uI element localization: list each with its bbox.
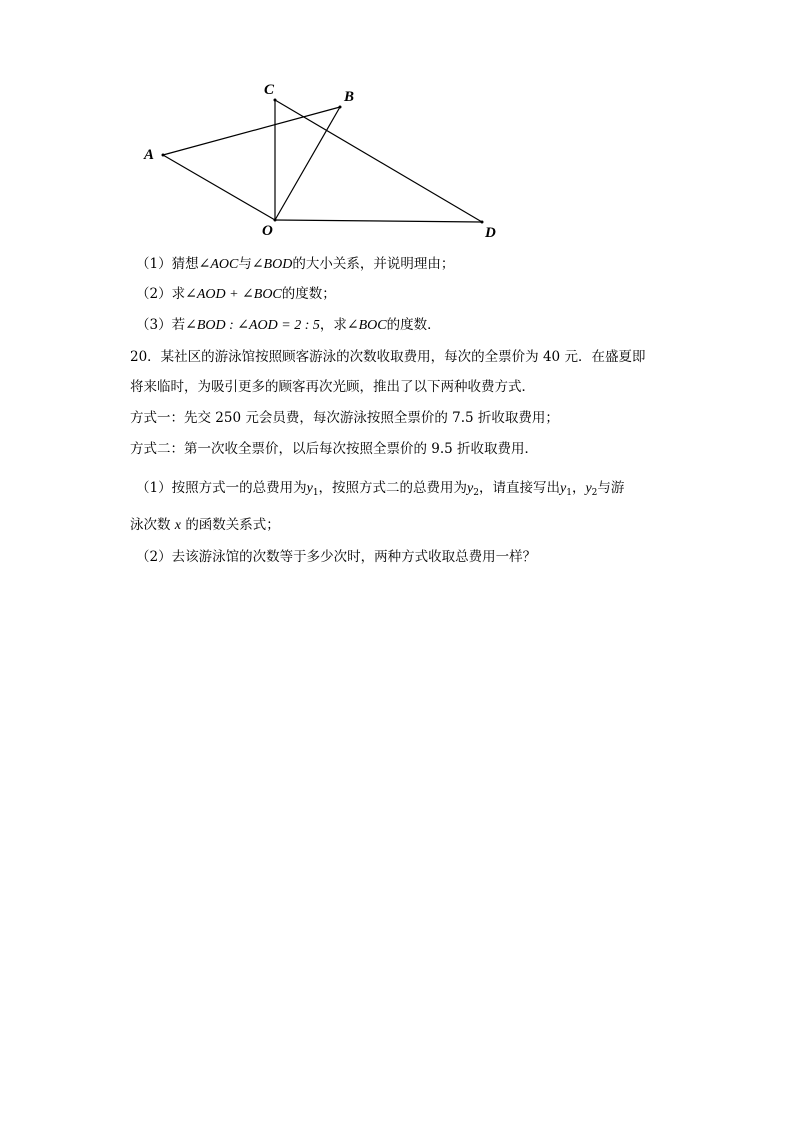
geometry-figure [130, 70, 510, 245]
segment-od [275, 220, 482, 222]
point-c [274, 99, 277, 102]
segment-ob-extended [163, 107, 340, 155]
angle-diagram [130, 70, 510, 245]
q20-way2: 方式二：第一次收全票价，以后每次按照全票价的 9.5 折收取费用． [130, 441, 539, 457]
label-c: C [264, 82, 275, 98]
point-o [274, 219, 277, 222]
label-d: D [485, 225, 496, 241]
point-b [339, 106, 342, 109]
segment-cd [275, 100, 482, 222]
q19-part2: （2）求∠AOD + ∠BOC的度数； [136, 286, 336, 302]
q19-part3: （3）若∠BOD : ∠AOD = 2 : 5，求∠BOC的度数． [136, 317, 441, 333]
q20-part2: （2）去该游泳馆的次数等于多少次时，两种方式收取总费用一样？ [136, 549, 537, 565]
segment-ao [163, 155, 275, 220]
point-d [481, 221, 484, 224]
label-a: A [144, 147, 155, 163]
q20-part1-line1: （1）按照方式一的总费用为$y_1$，按照方式二的总费用为$y_2$，请直接写出$y_1$，$y_2$与游 [136, 480, 625, 498]
q20-part1-line2: 泳次数 x 的函数关系式； [130, 517, 280, 533]
q20-way1: 方式一：先交 250 元会员费，每次游泳按照全票价的 7.5 折收取费用； [130, 410, 559, 426]
label-b: B [344, 89, 355, 105]
q20-stem-line2: 将来临时，为吸引更多的顾客再次光顾，推出了以下两种收费方式． [130, 379, 535, 395]
q19-part1: （1）猜想∠AOC与∠BOD的大小关系，并说明理由； [136, 256, 455, 272]
label-o: O [262, 223, 273, 239]
point-a [162, 154, 165, 157]
q20-stem-line1: 20．某社区的游泳馆按照顾客游泳的次数收取费用，每次的全票价为 40 元．在盛夏即 [130, 349, 646, 365]
segment-ob [275, 107, 340, 220]
